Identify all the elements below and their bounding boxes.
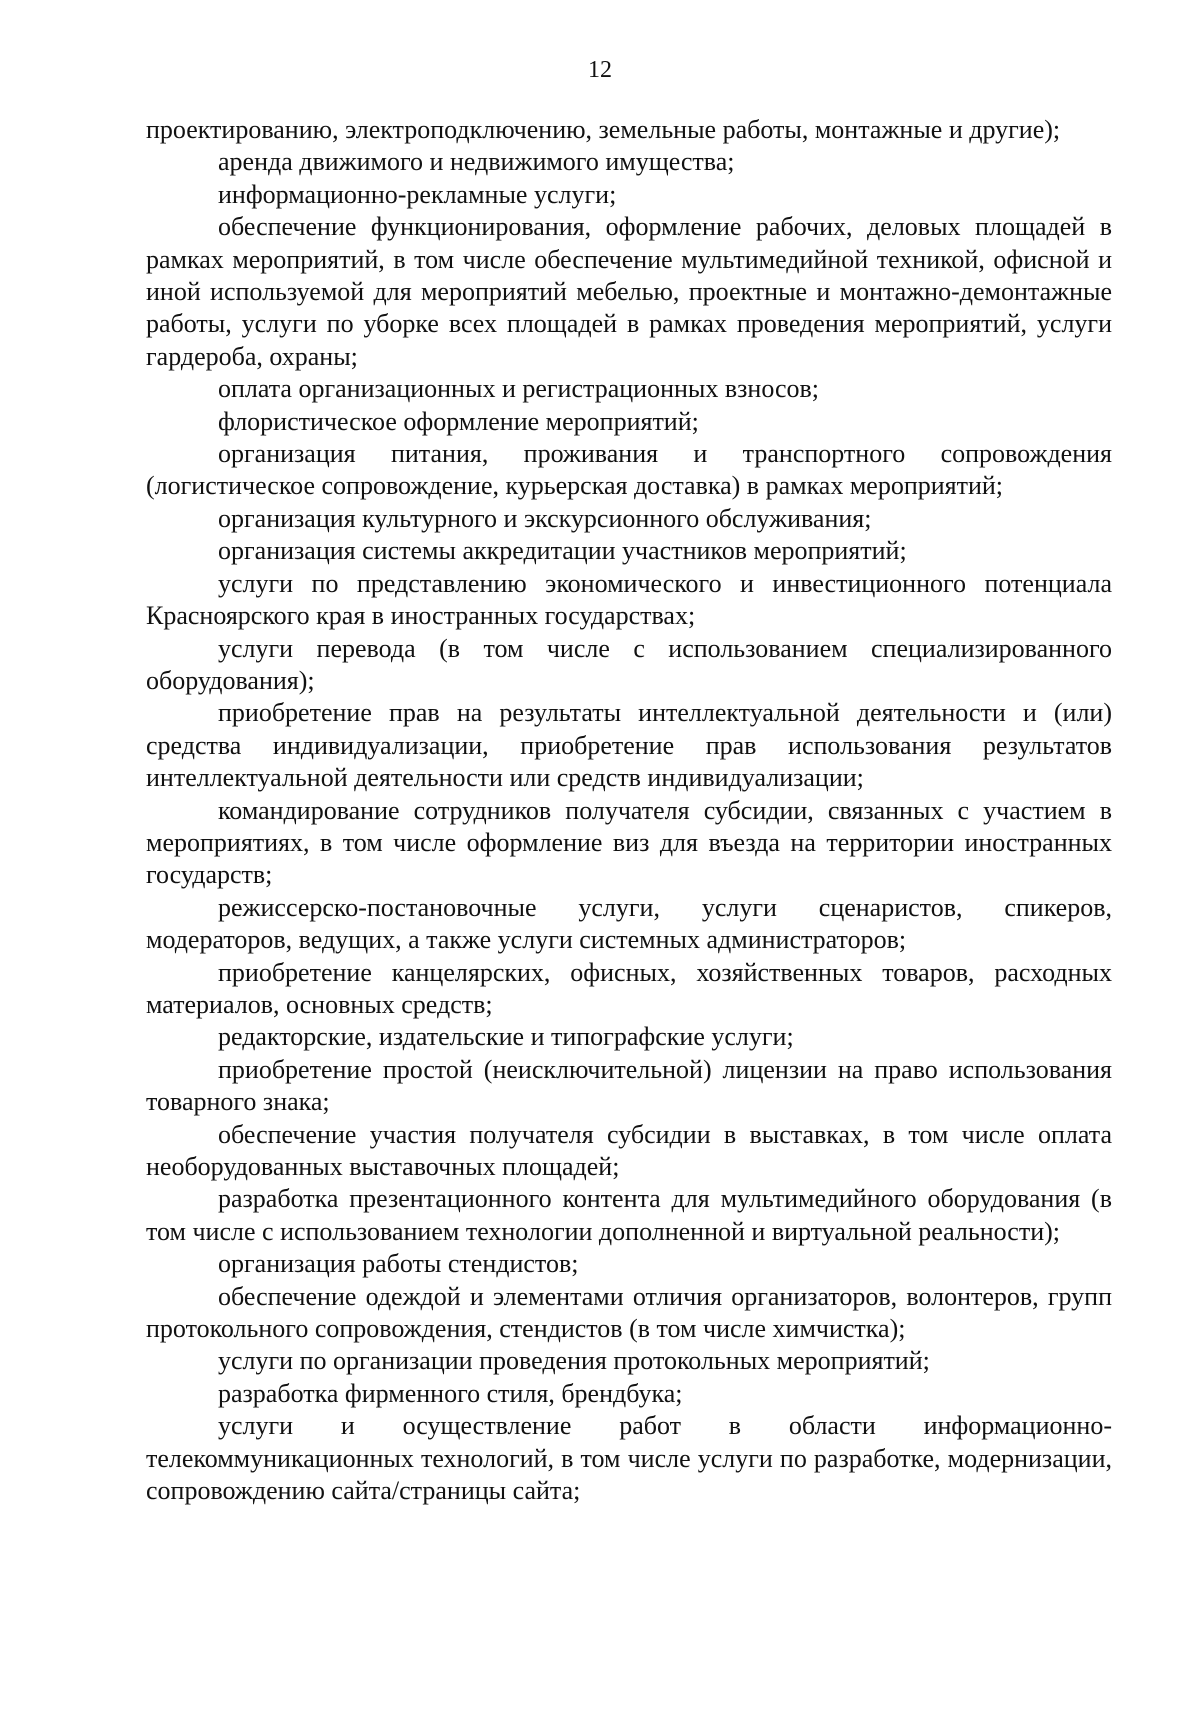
- list-item-paragraph: приобретение простой (неисключительной) лицензии на право использования товарного знака;: [146, 1054, 1112, 1117]
- list-item-paragraph: приобретение канцелярских, офисных, хозяйственных товаров, расходных материалов, основных средств;: [146, 957, 1112, 1019]
- list-item-paragraph: проектированию, электроподключению, земельные работы, монтажные и другие);: [146, 115, 1061, 144]
- list-item-paragraph: обеспечение функционирования, оформление рабочих, деловых площадей в рамках мероприятий, в том числе обеспечение мультимедийной техникой, офисной и иной используемой для мероприятий мебелью, проектные и монтажно-демонтажные работы, услуги по уборке всех площадей в рамках проведения мероприятий, услуги гардероба, охраны;: [146, 212, 1112, 371]
- document-body: [146, 114, 1112, 1507]
- list-item-paragraph: услуги перевода (в том числе с использованием специализированного оборудования);: [146, 633, 1112, 695]
- page-number: 12: [588, 57, 612, 83]
- list-item-paragraph: организация системы аккредитации участников мероприятий;: [218, 536, 907, 566]
- list-item-paragraph: организация питания, проживания и транспортного сопровождения (логистическое сопровождение, курьерская доставка) в рамках мероприятий;: [146, 439, 1112, 501]
- list-item-paragraph: организация культурного и экскурсионного обслуживания;: [218, 503, 872, 533]
- list-item-paragraph: командирование сотрудников получателя субсидии, связанных с участием в мероприятиях, в том числе оформление виз для въезда на территории иностранных государств;: [146, 795, 1112, 890]
- list-item-paragraph: режиссерско-постановочные услуги, услуги сценаристов, спикеров, модераторов, ведущих, а также услуги системных администраторов;: [146, 892, 1112, 955]
- list-item-paragraph: редакторские, издательские и типографские услуги;: [218, 1022, 794, 1052]
- list-item-paragraph: информационно-рекламные услуги;: [218, 179, 617, 209]
- list-item-paragraph: разработка фирменного стиля, брендбука;: [218, 1378, 683, 1408]
- list-item-paragraph: услуги по представлению экономического и инвестиционного потенциала Красноярского края в иностранных государствах;: [146, 568, 1112, 631]
- list-item-paragraph: оплата организационных и регистрационных взносов;: [218, 374, 820, 404]
- list-item-paragraph: аренда движимого и недвижимого имущества;: [218, 147, 735, 177]
- list-item-paragraph: приобретение прав на результаты интеллектуальной деятельности и (или) средства индивидуализации, приобретение прав использования результатов интеллектуальной деятельности или средств индивидуализации;: [146, 698, 1112, 793]
- list-item-paragraph: разработка презентационного контента для мультимедийного оборудования (в том числе с использованием технологии дополненной и виртуальной реальности);: [146, 1184, 1112, 1246]
- list-item-paragraph: флористическое оформление мероприятий;: [218, 406, 699, 436]
- list-item-paragraph: услуги по организации проведения протокольных мероприятий;: [218, 1346, 930, 1376]
- list-item-paragraph: обеспечение участия получателя субсидии в выставках, в том числе оплата необорудованных выставочных площадей;: [146, 1119, 1112, 1181]
- list-item-paragraph: услуги и осуществление работ в области информационно-телекоммуникационных технологий, в том числе услуги по разработке, модернизации, сопровождению сайта/страницы сайта;: [146, 1411, 1112, 1506]
- list-item-paragraph: организация работы стендистов;: [218, 1249, 579, 1279]
- list-item-paragraph: обеспечение одеждой и элементами отличия организаторов, волонтеров, групп протокольного сопровождения, стендистов (в том числе химчистка);: [146, 1281, 1112, 1344]
